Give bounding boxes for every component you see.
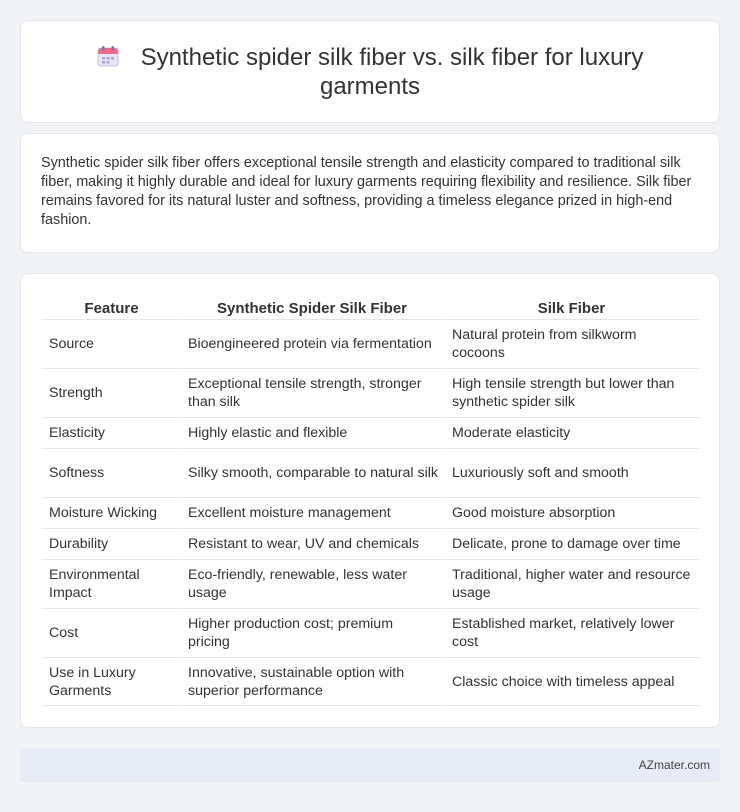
table-row xyxy=(43,657,699,706)
row-feature: Moisture Wicking xyxy=(43,497,180,528)
table-row xyxy=(43,528,699,559)
row-silk: Traditional, higher water and resource usage xyxy=(444,559,699,608)
header-feature: Feature xyxy=(84,300,139,317)
row-synthetic: Silky smooth, comparable to natural silk xyxy=(180,448,444,497)
page-title-wrap xyxy=(21,43,719,101)
table-header-row xyxy=(43,296,699,319)
row-silk: Classic choice with timeless appeal xyxy=(444,657,699,706)
row-silk: Delicate, prone to damage over time xyxy=(444,528,699,559)
table-row xyxy=(43,368,699,417)
table-row xyxy=(43,559,699,608)
row-feature: Cost xyxy=(43,608,180,657)
table-row xyxy=(43,608,699,657)
row-feature: Strength xyxy=(43,368,180,417)
table-row xyxy=(43,448,699,497)
row-feature: Use in Luxury Garments xyxy=(43,657,180,706)
row-feature: Softness xyxy=(43,448,180,497)
intro-paragraph: Synthetic spider silk fiber offers exceptional tensile strength and elasticity compared to traditional silk fiber, making it highly durable and ideal for luxury garments requiring flexibility and resilience. Silk fiber remains favored for its natural luster and softness, providing a timeless elegance prized in high-end fashion. xyxy=(41,155,692,228)
row-silk: Natural protein from silkworm cocoons xyxy=(444,319,699,368)
row-synthetic: Resistant to wear, UV and chemicals xyxy=(180,528,444,559)
comparison-card xyxy=(20,273,720,728)
row-synthetic: Innovative, sustainable option with superior performance xyxy=(180,657,444,706)
row-synthetic: Bioengineered protein via fermentation xyxy=(180,319,444,368)
table-row xyxy=(43,497,699,528)
row-feature: Environmental Impact xyxy=(43,559,180,608)
header-card xyxy=(20,20,720,123)
comparison-table xyxy=(43,296,699,706)
calendar-icon xyxy=(97,45,119,67)
row-silk: Good moisture absorption xyxy=(444,497,699,528)
row-silk: High tensile strength but lower than synthetic spider silk xyxy=(444,368,699,417)
footer-brand[interactable]: AZmater.com xyxy=(638,758,710,772)
row-silk: Luxuriously soft and smooth xyxy=(444,448,699,497)
row-silk: Moderate elasticity xyxy=(444,417,699,448)
row-feature: Elasticity xyxy=(43,417,180,448)
row-synthetic: Higher production cost; premium pricing xyxy=(180,608,444,657)
row-synthetic: Excellent moisture management xyxy=(180,497,444,528)
intro-card xyxy=(20,133,720,253)
row-feature: Durability xyxy=(43,528,180,559)
table-row xyxy=(43,417,699,448)
row-synthetic: Eco-friendly, renewable, less water usage xyxy=(180,559,444,608)
header-silk-fiber: Silk Fiber xyxy=(537,300,606,317)
footer-bar xyxy=(20,748,720,782)
row-synthetic: Highly elastic and flexible xyxy=(180,417,444,448)
header-synthetic-spider-silk: Synthetic Spider Silk Fiber xyxy=(216,300,408,317)
row-silk: Established market, relatively lower cost xyxy=(444,608,699,657)
page-title: Synthetic spider silk fiber vs. silk fiber for luxury garments xyxy=(140,44,644,100)
table-row xyxy=(43,319,699,368)
row-feature: Source xyxy=(43,319,180,368)
row-synthetic: Exceptional tensile strength, stronger than silk xyxy=(180,368,444,417)
